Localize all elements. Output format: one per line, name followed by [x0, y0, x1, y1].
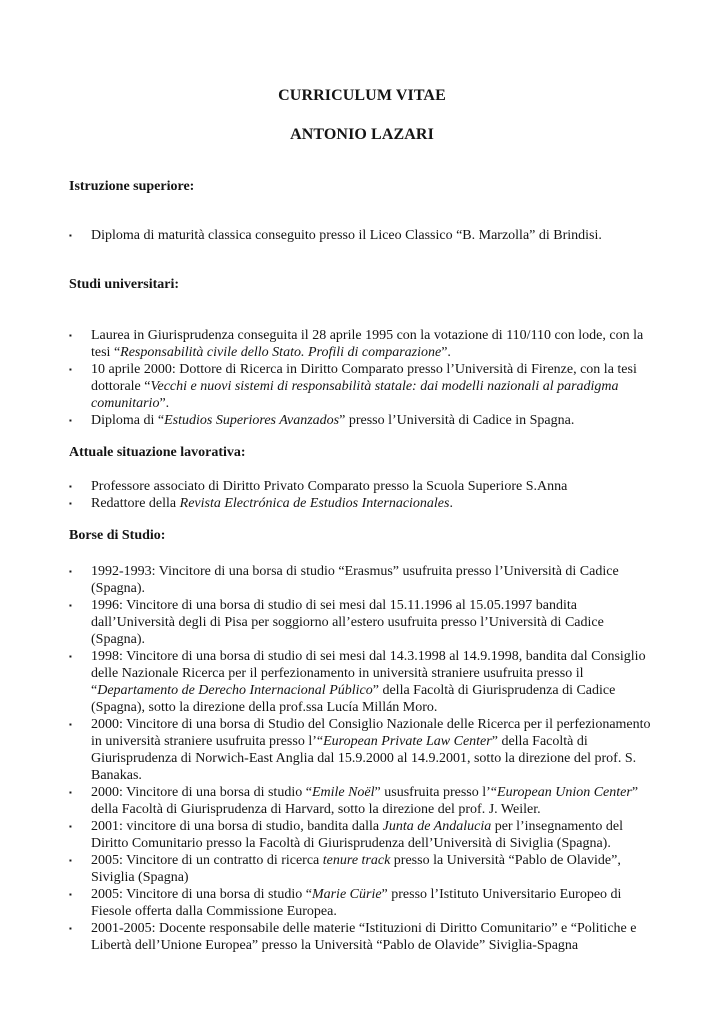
bullet-icon: ▪ [69, 652, 72, 661]
list-item: ▪ Redattore della Revista Electrónica de Estudios Internacionales. [69, 496, 453, 511]
bullet-icon: ▪ [69, 788, 72, 797]
heading-borse: Borse di Studio: [69, 528, 166, 543]
bullet-icon: ▪ [69, 567, 72, 576]
list-istruzione [69, 227, 659, 244]
bullet-icon: ▪ [69, 482, 72, 491]
heading-studi: Studi universitari: [69, 277, 180, 292]
list-lavoro [69, 478, 659, 512]
bullet-icon: ▪ [69, 231, 72, 240]
list-item: ▪ Laurea in Giurisprudenza conseguita il 28 aprile 1995 con la votazione di 110/110 con lode, con la tesi “Responsabilità civile dello Stato. Profili di comparazione”. [69, 328, 644, 360]
document-title: CURRICULUM VITAE [278, 87, 446, 104]
list-item: ▪ Diploma di “Estudios Superiores Avanzados” presso l’Università di Cadice in Spagna. [69, 413, 575, 428]
list-item: ▪ 10 aprile 2000: Dottore di Ricerca in Diritto Comparato presso l’Università di Firenze, con la tesi dottorale “Vecchi e nuovi sistemi di responsabilità statale: dai modelli nazionali al paradigma comunitario”. [69, 362, 637, 411]
bullet-icon: ▪ [69, 890, 72, 899]
heading-lavoro: Attuale situazione lavorativa: [69, 445, 246, 460]
bullet-icon: ▪ [69, 365, 72, 374]
list-item: ▪ 1992-1993: Vincitore di una borsa di studio “Erasmus” usufruita presso l’Università di Cadice (Spagna). [69, 564, 619, 596]
list-item: ▪ 2001-2005: Docente responsabile delle materie “Istituzioni di Diritto Comunitario” e “Politiche e Libertà dell’Unione Europea” presso la Università “Pablo de Olavide” Siviglia-Spagna [69, 921, 637, 953]
list-studi [69, 327, 659, 429]
bullet-icon: ▪ [69, 331, 72, 340]
bullet-icon: ▪ [69, 416, 72, 425]
list-item: ▪ 1996: Vincitore di una borsa di studio di sei mesi dal 15.11.1996 al 15.05.1997 bandita dall’Università degli di Pisa per soggiorno all’estero usufruita presso l’Università di Cadice (Spagna). [69, 598, 604, 647]
list-item: ▪ 2005: Vincitore di un contratto di ricerca tenure track presso la Università “Pablo de Olavide”, Siviglia (Spagna) [69, 853, 621, 885]
bullet-icon: ▪ [69, 720, 72, 729]
bullet-icon: ▪ [69, 856, 72, 865]
person-name: ANTONIO LAZARI [290, 126, 434, 143]
heading-istruzione: Istruzione superiore: [69, 179, 195, 194]
bullet-icon: ▪ [69, 924, 72, 933]
list-item: ▪ Diploma di maturità classica conseguito presso il Liceo Classico “B. Marzolla” di Brindisi. [69, 228, 602, 243]
list-item: ▪ 1998: Vincitore di una borsa di studio di sei mesi dal 14.3.1998 al 14.9.1998, bandita dal Consiglio delle Nazionale Ricerca per il perfezionamento in università straniere usufruita presso il “Departamento de Derecho Internacional Público” della Facoltà di Giurisprudenza di Cadice (Spagna), sotto la direzione della prof.ssa Lucía Millán Moro. [69, 649, 646, 715]
bullet-icon: ▪ [69, 601, 72, 610]
list-item: ▪ 2000: Vincitore di una borsa di Studio del Consiglio Nazionale delle Ricerca per il perfezionamento in università straniere usufruita presso l’“European Private Law Center” della Facoltà di Giurisprudenza di Norwich-East Anglia dal 15.9.2000 al 14.9.2001, sotto la direzione del prof. S. Banakas. [69, 717, 651, 783]
list-item: ▪ 2000: Vincitore di una borsa di studio “Emile Noël” ususfruita presso l’“European Union Center” della Facoltà di Giurisprudenza di Harvard, sotto la direzione del prof. J. Weiler. [69, 785, 639, 817]
list-item: ▪ 2005: Vincitore di una borsa di studio “Marie Cürie” presso l’Istituto Universitario Europeo di Fiesole offerta dalla Commissione Europea. [69, 887, 622, 919]
bullet-icon: ▪ [69, 822, 72, 831]
list-borse [69, 563, 659, 954]
list-item: ▪ 2001: vincitore di una borsa di studio, bandita dalla Junta de Andalucia per l’insegnamento del Diritto Comunitario presso la Facoltà di Giurisprudenza dell’Università di Siviglia (Spagna). [69, 819, 624, 851]
bullet-icon: ▪ [69, 499, 72, 508]
list-item: ▪ Professore associato di Diritto Privato Comparato presso la Scuola Superiore S.Anna [69, 479, 568, 494]
